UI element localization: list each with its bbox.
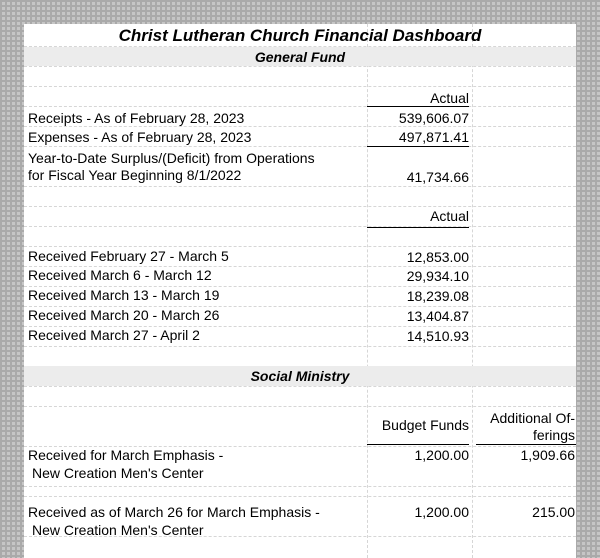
march-emphasis-additional: 1,909.66 — [520, 447, 575, 463]
header-underline — [367, 106, 469, 107]
weekly-label: Received February 27 - March 5 — [28, 248, 229, 264]
additional-offerings-header-line1: Additional Of- — [490, 410, 575, 426]
expenses-underline — [367, 146, 469, 147]
march26-emphasis-label-line2: New Creation Men's Center — [32, 522, 204, 538]
weekly-label: Received March 13 - March 19 — [28, 287, 220, 303]
general-fund-heading: General Fund — [254, 49, 346, 65]
weekly-label: Received March 20 - March 26 — [28, 307, 220, 323]
additional-offerings-header-line2: ferings — [532, 427, 575, 443]
march26-emphasis-additional: 215.00 — [532, 504, 575, 520]
weekly-label: Received March 6 - March 12 — [28, 267, 212, 283]
march-emphasis-label-line2: New Creation Men's Center — [32, 465, 204, 481]
weekly-value: 13,404.87 — [406, 308, 469, 324]
march26-emphasis-label-line1: Received as of March 26 for March Emphasis - — [28, 504, 320, 520]
receipts-label: Receipts - As of February 28, 2023 — [28, 110, 245, 126]
dashboard-title: Christ Lutheran Church Financial Dashboard — [118, 26, 482, 45]
budget-header-underline — [367, 444, 469, 445]
surplus-value: 41,734.66 — [406, 169, 469, 185]
expenses-label: Expenses - As of February 28, 2023 — [28, 129, 252, 145]
actual-header-2: Actual — [430, 208, 469, 224]
expenses-value: 497,871.41 — [398, 129, 469, 145]
weekly-value: 29,934.10 — [406, 268, 469, 284]
social-ministry-heading: Social Ministry — [250, 368, 350, 384]
weekly-value: 14,510.93 — [406, 328, 469, 344]
surplus-label-line1: Year-to-Date Surplus/(Deficit) from Operations — [28, 150, 315, 166]
surplus-label-line2: for Fiscal Year Beginning 8/1/2022 — [28, 167, 242, 183]
march-emphasis-budget: 1,200.00 — [414, 447, 469, 463]
march26-emphasis-budget: 1,200.00 — [414, 504, 469, 520]
actual-header: Actual — [430, 90, 469, 106]
weekly-label: Received March 27 - April 2 — [28, 327, 200, 343]
march-emphasis-label-line1: Received for March Emphasis - — [28, 447, 224, 463]
weekly-value: 12,853.00 — [406, 249, 469, 265]
budget-funds-header: Budget Funds — [381, 417, 469, 433]
additional-header-underline — [476, 444, 576, 445]
header-underline-2 — [367, 227, 469, 228]
receipts-value: 539,606.07 — [398, 110, 469, 126]
weekly-value: 18,239.08 — [406, 288, 469, 304]
